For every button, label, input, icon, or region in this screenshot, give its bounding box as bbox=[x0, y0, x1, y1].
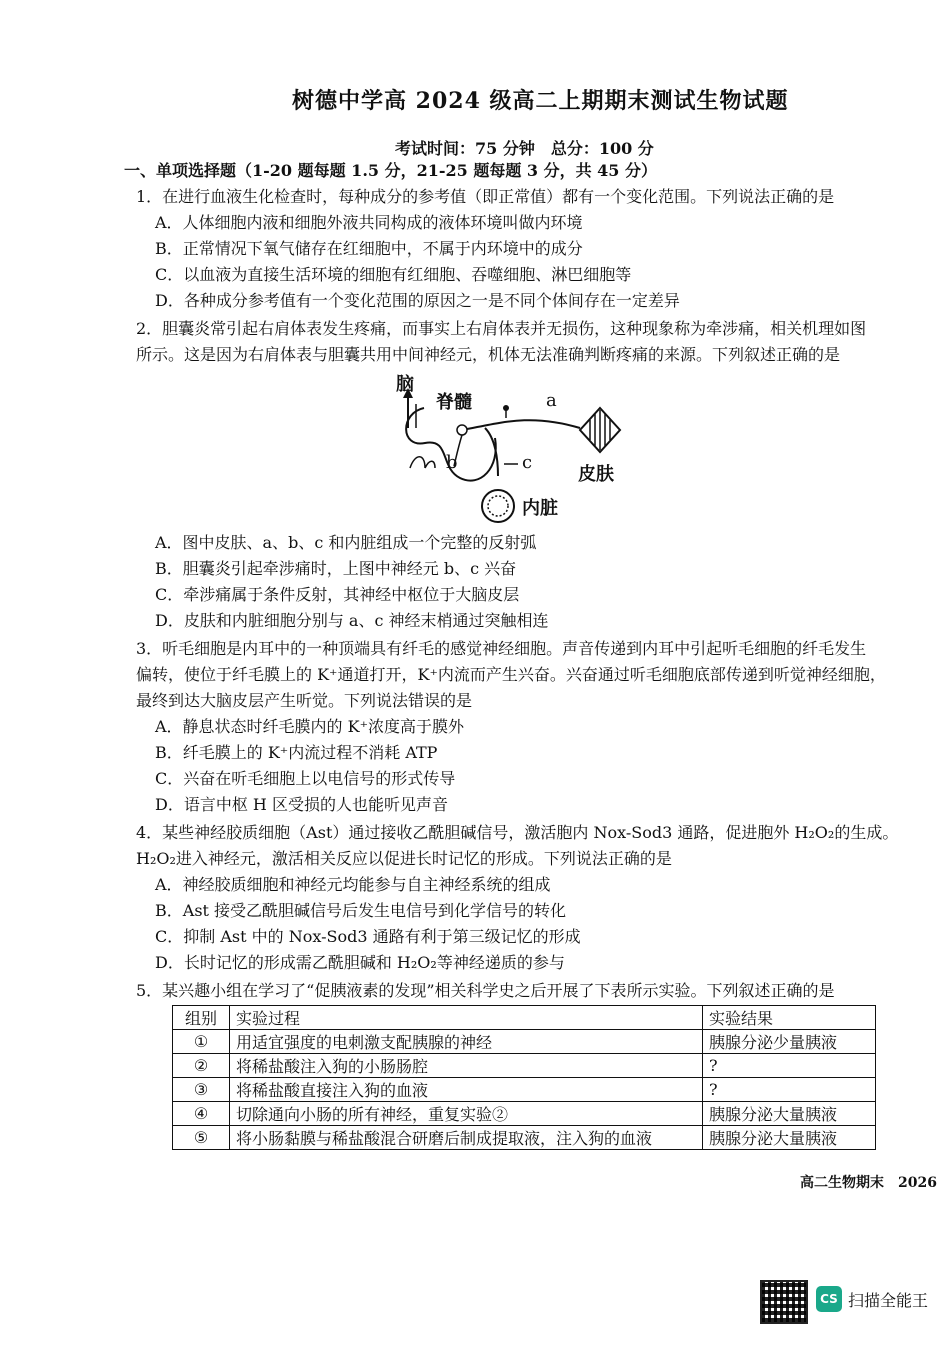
q3-option-a: A．静息状态时纤毛膜内的 K⁺浓度高于膜外 bbox=[155, 717, 465, 736]
table-cell-procedure: 将稀盐酸直接注入狗的血液 bbox=[230, 1078, 703, 1102]
q4-stem-line1: 4．某些神经胶质细胞（Ast）通过接收乙酰胆碱信号，激活胞内 Nox-Sod3 通路，促进胞外 H₂O₂的生成。 bbox=[136, 823, 899, 842]
table-header-row bbox=[173, 1006, 876, 1030]
table-row bbox=[173, 1126, 876, 1150]
q3-option-d: D．语言中枢 H 区受损的人也能听见声音 bbox=[155, 795, 448, 814]
q1-option-a: A．人体细胞内液和细胞外液共同构成的液体环境叫做内环境 bbox=[155, 213, 583, 232]
table-row bbox=[173, 1030, 876, 1054]
table-header-procedure: 实验过程 bbox=[230, 1006, 703, 1030]
q2-option-d: D．皮肤和内脏细胞分别与 a、c 神经末梢通过突触相连 bbox=[155, 611, 549, 630]
qr-code-icon bbox=[760, 1280, 808, 1324]
q1-option-b: B．正常情况下氧气储存在红细胞中，不属于内环境中的成分 bbox=[155, 239, 583, 258]
label-viscera: 内脏 bbox=[522, 498, 558, 519]
nerve-pathway-svg bbox=[380, 368, 640, 528]
q2-option-b: B．胆囊炎引起牵涉痛时，上图中神经元 b、c 兴奋 bbox=[155, 559, 517, 578]
table-cell-group: ⑤ bbox=[173, 1126, 230, 1150]
q3-stem-line3: 最终到达大脑皮层产生听觉。下列说法错误的是 bbox=[136, 691, 473, 710]
table-cell-result: 胰腺分泌少量胰液 bbox=[703, 1030, 876, 1054]
table-cell-procedure: 将小肠黏膜与稀盐酸混合研磨后制成提取液，注入狗的血液 bbox=[230, 1126, 703, 1150]
q4-option-d: D．长时记忆的形成需乙酰胆碱和 H₂O₂等神经递质的参与 bbox=[155, 953, 565, 972]
q5-stem: 5．某兴趣小组在学习了“促胰液素的发现”相关科学史之后开展了下表所示实验。下列叙述正确的是 bbox=[136, 981, 835, 1000]
q3-stem-line1: 3．听毛细胞是内耳中的一种顶端具有纤毛的感觉神经细胞。声音传递到内耳中引起听毛细胞的纤毛发生 bbox=[136, 639, 867, 658]
q3-stem-line2: 偏转，使位于纤毛膜上的 K⁺通道打开，K⁺内流而产生兴奋。兴奋通过听毛细胞底部传递到听觉神经细胞， bbox=[136, 665, 886, 684]
exam-info: 考试时间：75 分钟 总分：100 分 bbox=[395, 139, 654, 158]
label-brain: 脑 bbox=[396, 374, 414, 395]
q2-option-a: A．图中皮肤、a、b、c 和内脏组成一个完整的反射弧 bbox=[155, 533, 537, 552]
table-row bbox=[173, 1078, 876, 1102]
table-header-group: 组别 bbox=[173, 1006, 230, 1030]
label-spinal-cord: 脊髓 bbox=[436, 392, 472, 413]
table-cell-group: ② bbox=[173, 1054, 230, 1078]
q1-option-c: C．以血液为直接生活环境的细胞有红细胞、吞噬细胞、淋巴细胞等 bbox=[155, 265, 632, 284]
table-cell-group: ④ bbox=[173, 1102, 230, 1126]
label-skin: 皮肤 bbox=[578, 464, 614, 485]
section-heading: 一、单项选择题（1-20 题每题 1.5 分，21-25 题每题 3 分，共 45 分） bbox=[124, 161, 658, 180]
label-a: a bbox=[546, 390, 557, 411]
table-cell-procedure: 用适宜强度的电刺激支配胰腺的神经 bbox=[230, 1030, 703, 1054]
q2-stem-line2: 所示。这是因为右肩体表与胆囊共用中间神经元，机体无法准确判断疼痛的来源。下列叙述正确的是 bbox=[136, 345, 841, 364]
table-cell-group: ③ bbox=[173, 1078, 230, 1102]
q3-option-c: C．兴奋在听毛细胞上以电信号的形式传导 bbox=[155, 769, 456, 788]
q2-stem-line1: 2．胆囊炎常引起右肩体表发生疼痛，而事实上右肩体表并无损伤，这种现象称为牵涉痛，相关机理如图 bbox=[136, 319, 867, 338]
table-row bbox=[173, 1102, 876, 1126]
camscanner-logo-icon: CS bbox=[816, 1286, 842, 1312]
table-cell-result: 胰腺分泌大量胰液 bbox=[703, 1102, 876, 1126]
experiment-table bbox=[172, 1005, 876, 1150]
neuron-c-fiber bbox=[485, 428, 498, 476]
referred-pain-diagram bbox=[380, 368, 640, 532]
table-header-result: 实验结果 bbox=[703, 1006, 876, 1030]
viscera-outer-ring bbox=[482, 490, 514, 522]
table-cell-procedure: 切除通向小肠的所有神经，重复实验② bbox=[230, 1102, 703, 1126]
q4-option-c: C．抑制 Ast 中的 Nox-Sod3 通路有利于第三级记忆的形成 bbox=[155, 927, 581, 946]
q2-option-c: C．牵涉痛属于条件反射，其神经中枢位于大脑皮层 bbox=[155, 585, 520, 604]
label-b: b bbox=[446, 452, 458, 473]
table-cell-result: 胰腺分泌大量胰液 bbox=[703, 1126, 876, 1150]
table-row bbox=[173, 1054, 876, 1078]
camscanner-label: 扫描全能王 bbox=[848, 1291, 929, 1310]
page-footer: 高二生物期末 2026 bbox=[800, 1175, 937, 1191]
dorsal-root-outline bbox=[410, 457, 435, 468]
neuron-a-fiber bbox=[462, 420, 580, 430]
q4-option-a: A．神经胶质细胞和神经元均能参与自主神经系统的组成 bbox=[155, 875, 551, 894]
table-cell-group: ① bbox=[173, 1030, 230, 1054]
q4-stem-line2: H₂O₂进入神经元，激活相关反应以促进长时记忆的形成。下列说法正确的是 bbox=[136, 849, 672, 868]
page-title: 树德中学高 2024 级高二上期期末测试生物试题 bbox=[292, 88, 789, 114]
table-cell-result: ? bbox=[703, 1054, 876, 1078]
q1-stem: 1．在进行血液生化检查时，每种成分的参考值（即正常值）都有一个变化范围。下列说法正确的是 bbox=[136, 187, 835, 206]
interneuron-b-body bbox=[457, 425, 467, 435]
label-c: c bbox=[522, 452, 533, 473]
q3-option-b: B．纤毛膜上的 K⁺内流过程不消耗 ATP bbox=[155, 743, 438, 762]
table-cell-result: ? bbox=[703, 1078, 876, 1102]
table-cell-procedure: 将稀盐酸注入狗的小肠肠腔 bbox=[230, 1054, 703, 1078]
neuron-a-cell-body bbox=[503, 405, 509, 411]
q1-option-d: D．各种成分参考值有一个变化范围的原因之一是不同个体间存在一定差异 bbox=[155, 291, 680, 310]
q4-option-b: B．Ast 接受乙酰胆碱信号后发生电信号到化学信号的转化 bbox=[155, 901, 567, 920]
